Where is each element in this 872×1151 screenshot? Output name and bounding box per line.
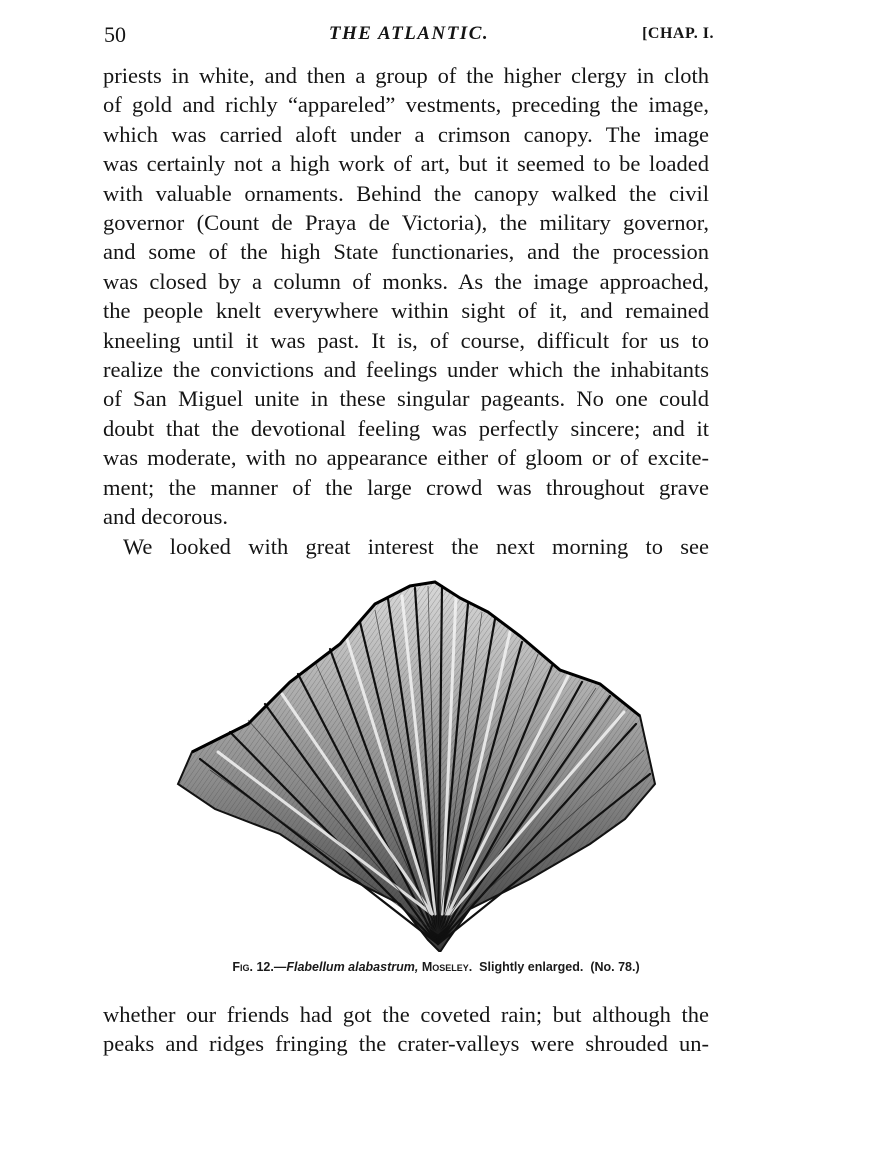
text-line: the people knelt everywhere within sight of it, and remained	[103, 298, 709, 324]
page-number: 50	[104, 22, 126, 47]
body-text-before-figure	[103, 61, 709, 561]
text-line: kneeling until it was past. It is, of course, difficult for us to	[103, 327, 709, 353]
text-line: peaks and ridges fringing the crater-valleys were shrouded un-	[103, 1031, 709, 1057]
text-line: governor (Count de Praya de Victoria), the military governor,	[103, 210, 709, 236]
text-line: of San Miguel unite in these singular pageants. No one could	[103, 386, 709, 412]
flabellum-coral-illustration	[170, 574, 660, 952]
running-title: THE ATLANTIC.	[328, 23, 490, 44]
text-line: ment; the manner of the large crowd was throughout grave	[103, 474, 709, 500]
text-line: and decorous.	[103, 504, 228, 530]
text-line: which was carried aloft under a crimson canopy. The image	[103, 121, 709, 147]
text-line: and some of the high State functionaries, and the procession	[103, 239, 709, 265]
text-line: We looked with great interest the next morning to see	[123, 533, 709, 559]
caption-note: Slightly enlarged.	[479, 960, 584, 974]
text-line: was certainly not a high work of art, but it seemed to be loaded	[103, 151, 709, 177]
text-line: realize the convictions and feelings under which the inhabitants	[103, 357, 709, 383]
text-line: was moderate, with no appearance either of gloom or of excite-	[103, 445, 709, 471]
text-line: was closed by a column of monks. As the image approached,	[103, 268, 709, 294]
page-header	[104, 22, 714, 52]
coral-figure	[170, 574, 660, 952]
figure-number: Fig. 12.—	[232, 960, 287, 974]
text-line: priests in white, and then a group of the higher clergy in cloth	[103, 63, 709, 88]
text-line: doubt that the devotional feeling was perfectly sincere; and it	[103, 415, 709, 441]
species-name: Flabellum alabastrum,	[286, 960, 419, 974]
chapter-mark: [CHAP. I.	[642, 25, 714, 42]
text-line: of gold and richly “appareled” vestments, preceding the image,	[103, 92, 709, 118]
body-text-after-figure	[103, 1000, 709, 1059]
text-line: whether our friends had got the coveted rain; but although the	[103, 1002, 709, 1027]
author-name: Moseley.	[421, 960, 473, 974]
specimen-number: (No. 78.)	[590, 960, 640, 974]
text-line: with valuable ornaments. Behind the canopy walked the civil	[103, 180, 709, 206]
figure-caption	[0, 960, 872, 974]
